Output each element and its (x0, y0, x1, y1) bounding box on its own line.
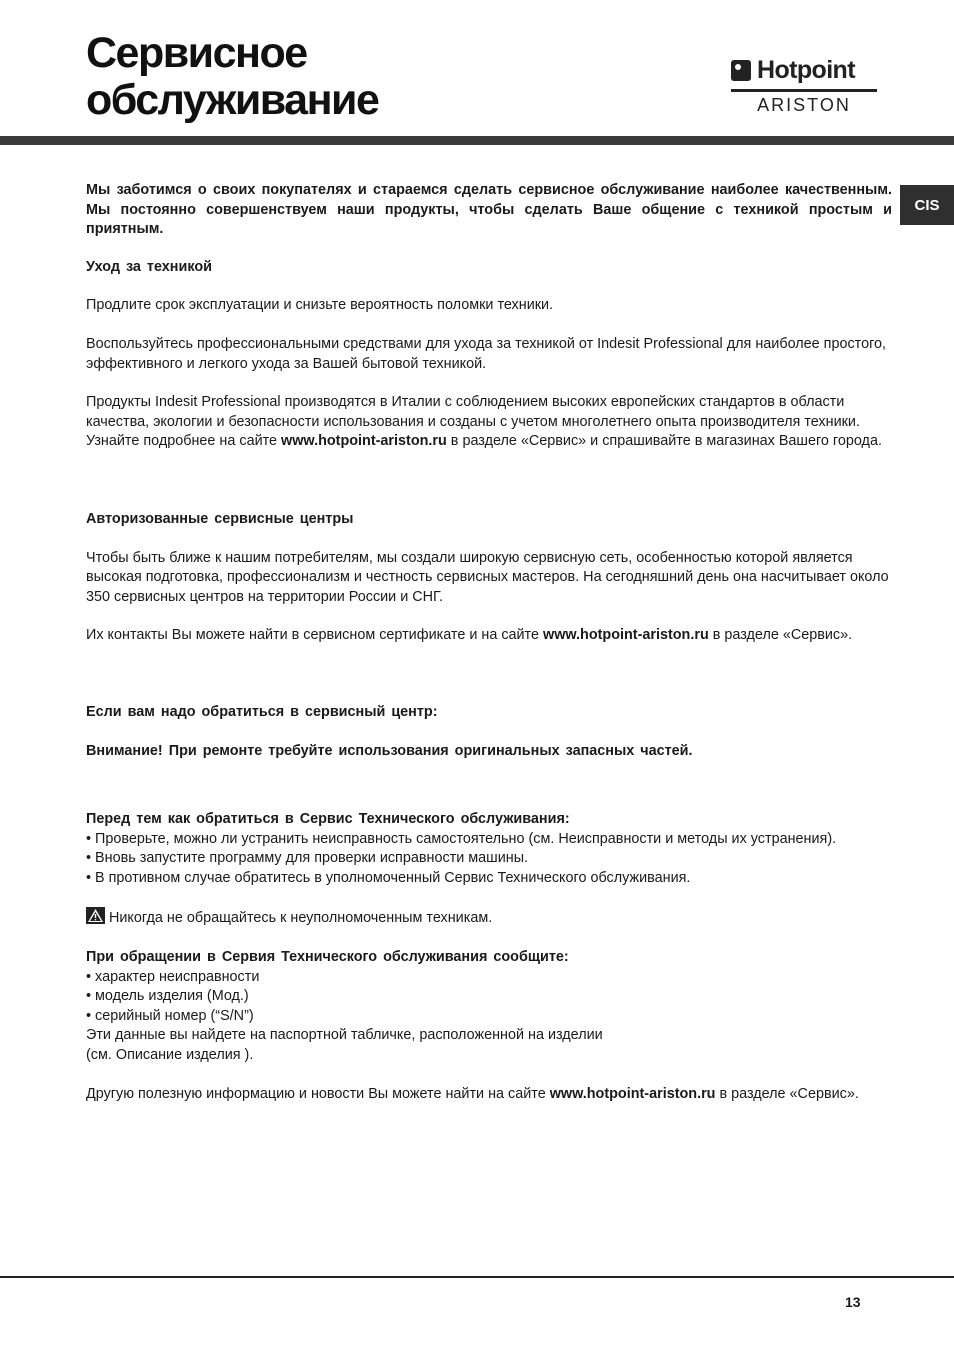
logo-mark-icon (731, 60, 751, 81)
report-list (86, 968, 892, 1066)
logo-sub-text: ARISTON (757, 95, 851, 115)
report-heading: При обращении в Сервия Технического обслуживания сообщите: (86, 949, 569, 966)
page-number: 13 (845, 1294, 861, 1310)
centers-heading: Авторизованные сервисные центры (86, 510, 354, 527)
contact-heading: Если вам надо обратиться в сервисный центр: (86, 703, 438, 720)
care-paragraph-1: Продлите срок эксплуатации и снизьте вероятность поломки техники. (86, 297, 554, 314)
website-link[interactable]: www.hotpoint-ariston.ru (543, 627, 709, 644)
centers-paragraph-1: Чтобы быть ближе к нашим потребителям, мы создали широкую сервисную сеть, особенностью которой является высокая подготовка, профессионализм и честность сервисных мастеров. На сегодняшний день она насчитывает около 350 сервисных центров на территории России и СНГ. (86, 549, 889, 605)
header-bar (0, 136, 954, 145)
warning-line (86, 907, 892, 929)
outro-text: Другую полезную информацию и новости Вы можете найти на сайте (86, 1085, 550, 1102)
before-list (86, 830, 892, 889)
website-link[interactable]: www.hotpoint-ariston.ru (281, 433, 447, 450)
report-note-line-1: Эти данные вы найдете на паспортной табличке, расположенной на изделии (86, 1027, 603, 1044)
content (86, 181, 892, 1104)
care-p3-tail: в разделе «Сервис» и спрашивайте в магазинах Вашего города. (446, 433, 882, 450)
footer-line (0, 1276, 954, 1278)
list-item: • характер неисправности (86, 968, 260, 985)
outro-tail: в разделе «Сервис». (715, 1085, 859, 1102)
warning-icon (86, 907, 105, 924)
list-item: • модель изделия (Мод.) (86, 988, 249, 1005)
logo-divider (731, 89, 877, 92)
list-item: • Проверьте, можно ли устранить неисправность самостоятельно (см. Неисправности и методы их устранения). (86, 830, 837, 847)
centers-paragraph-2 (86, 626, 892, 646)
before-heading: Перед тем как обратиться в Сервис Технического обслуживания: (86, 811, 570, 828)
attention-note: Внимание! При ремонте требуйте использования оригинальных запасных частей. (86, 742, 693, 759)
warning-text: Никогда не обращайтесь к неуполномоченным техникам. (109, 910, 493, 927)
page-title (86, 30, 378, 124)
centers-p2-text: Их контакты Вы можете найти в сервисном сертификате и на сайте (86, 627, 543, 644)
language-tab: CIS (900, 185, 954, 225)
page-title-line-1: Сервисное (86, 29, 307, 77)
list-item: • Вновь запустите программу для проверки исправности машины. (86, 850, 529, 867)
care-heading: Уход за техникой (86, 258, 212, 275)
report-note-line-2: (см. Описание изделия ). (86, 1047, 254, 1064)
centers-p2-tail: в разделе «Сервис». (708, 627, 853, 644)
care-paragraph-3 (86, 393, 892, 452)
care-p3-text: Продукты Indesit Professional производятся в Италии с соблюдением высоких европейских стандартов в области качества, экологии и безопасности использования и созданы с учетом многолетнего опыта производителя техники. Узнайте подробнее на сайте (86, 394, 860, 450)
website-link[interactable]: www.hotpoint-ariston.ru (549, 1085, 716, 1102)
intro-paragraph: Мы заботимся о своих покупателях и стараемся сделать сервисное обслуживание наиболее качественным. Мы постоянно совершенствуем наши продукты, чтобы сделать Ваше общение с техникой простым и приятным. (86, 182, 892, 238)
outro-paragraph (86, 1085, 892, 1105)
care-paragraph-2: Воспользуйтесь профессиональными средствами для ухода за техникой от Indesit Professional для наиболее простого, эффективного и легкого ухода за Вашей бытовой техникой. (86, 335, 887, 372)
brand-logo (731, 55, 877, 116)
page-title-line-2: обслуживание (86, 76, 379, 124)
logo-brand-text: Hotpoint (757, 55, 855, 84)
list-item: • серийный номер (“S/N”) (86, 1007, 254, 1024)
list-item: • В противном случае обратитесь в уполномоченный Сервис Технического обслуживания. (86, 869, 691, 886)
logo-top (731, 55, 877, 85)
